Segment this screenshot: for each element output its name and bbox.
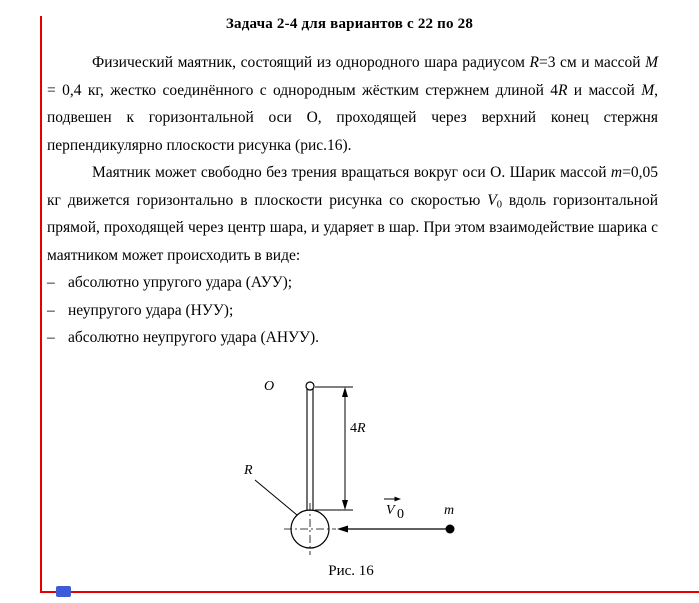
figure-caption: Рис. 16 (328, 563, 374, 579)
vector-arrowhead-icon (395, 497, 402, 502)
velocity-arrowhead-icon (337, 526, 348, 533)
list-item (47, 297, 658, 325)
axis-label: O (264, 379, 275, 394)
pivot-axis-circle (306, 382, 314, 390)
mass-label: m (444, 503, 455, 518)
pendulum-diagram (220, 374, 480, 569)
paragraph-2: Маятник может свободно без трения вращаться вокруг оси О. Шарик массой m=0,05 кг движется горизонтально в плоскости рисунка со скоростью $V_0$ вдоль горизонтальной прямой, проходящей через центр шара, и ударяет в шар. При этом взаимодействие шарика с маятником может происходить в виде: (47, 164, 658, 264)
paragraph-1: Физический маятник, состоящий из однородного шара радиусом R=3 см и массой M = 0,4 кг, жестко соединённого с однородным жёстким стержнем длиной 4R и массой M, подвешен к горизонтальной оси О, проходящей через верхний конец стержня перпендикулярно плоскости рисунка (рис.16). (47, 54, 659, 154)
list-item-text: абсолютно неупругого удара (АНУУ). (68, 329, 320, 346)
list-item-text: абсолютно упругого удара (АУУ); (68, 274, 293, 291)
list-dash: – (47, 301, 55, 319)
dimension-arrow-up-icon (342, 387, 348, 397)
page-title: Задача 2-4 для вариантов с 22 по 28 (225, 16, 474, 32)
dimension-label-variable: R (357, 421, 366, 436)
list-item-text: неупругого удара (НУУ); (68, 301, 234, 319)
velocity-label: V (386, 503, 395, 518)
list-dash: – (47, 329, 55, 346)
list-dash: – (47, 274, 55, 291)
velocity-label-subscript: 0 (397, 507, 404, 522)
radius-label: R (244, 463, 253, 478)
dimension-label (350, 421, 366, 436)
dimension-label-number: 4 (350, 421, 357, 436)
impact-types-list (47, 269, 658, 352)
list-item (47, 324, 658, 352)
page-border-bottom (40, 591, 699, 593)
figure-16 (0, 374, 699, 589)
radius-leader-line (255, 480, 297, 515)
dimension-arrow-down-icon (342, 500, 348, 510)
document-body (47, 49, 658, 352)
document-page (0, 16, 699, 603)
rod (307, 388, 313, 512)
list-item (47, 269, 658, 297)
mass-dot (446, 525, 455, 534)
